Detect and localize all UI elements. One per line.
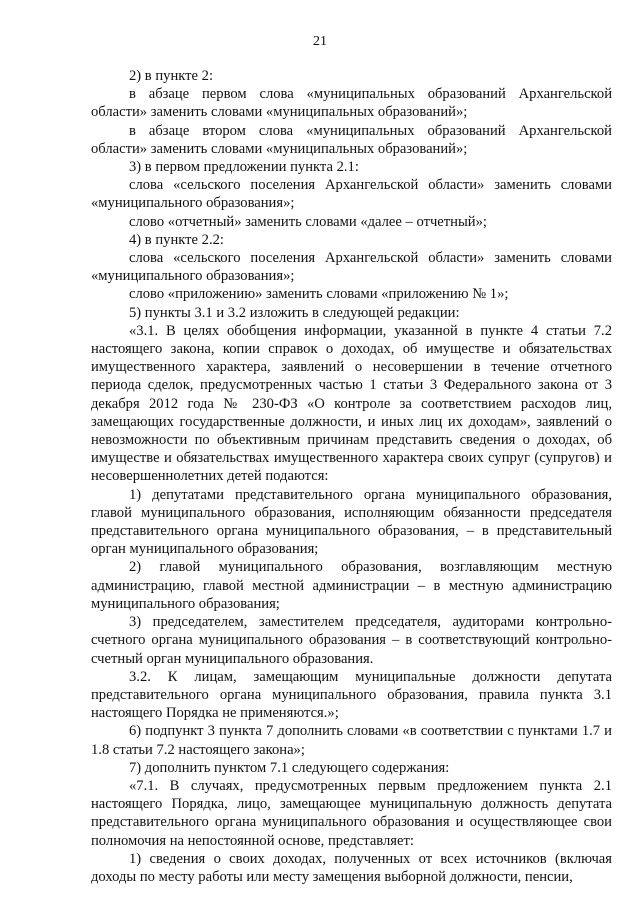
paragraph-point-2: 2) в пункте 2: bbox=[129, 68, 214, 84]
paragraph-subitem-2: 2) главой муниципального образования, возглавляющим местную администрацию, главой местной администрации – в местную администрацию муниципального образования; bbox=[91, 559, 612, 612]
paragraph-clause-3-2: 3.2. К лицам, замещающим муниципальные должности депутата представительного органа муниципального образования, правила пункта 3.1 настоящего Порядка не применяются.»; bbox=[91, 668, 612, 722]
document-body bbox=[91, 67, 612, 886]
paragraph-replace-words-1: слова «сельского поселения Архангельской области» заменить словами «муниципального образования»; bbox=[91, 177, 612, 212]
paragraph-point-4: 4) в пункте 2.2: bbox=[129, 231, 224, 248]
paragraph-income-info: 1) сведения о своих доходах, полученных от всех источников (включая доходы по месту работы или месту замещения выборной должности, пенсии, bbox=[91, 850, 612, 885]
paragraph-replace-words-2: слова «сельского поселения Архангельской области» заменить словами «муниципального образования»; bbox=[91, 250, 612, 285]
paragraph-point-6: 6) подпункт 3 пункта 7 дополнить словами «в соответствии с пунктами 1.7 и 1.8 статьи 7.2 настоящего закона»; bbox=[91, 723, 612, 758]
paragraph-point-3: 3) в первом предложении пункта 2.1: bbox=[129, 159, 359, 176]
paragraph-subitem-1: 1) депутатами представительного органа муниципального образования, главой муниципального образования, исполняющим обязанности председателя представительного органа муниципального образования, – в представительный орган муниципального образования; bbox=[91, 486, 612, 558]
paragraph-point-5: 5) пункты 3.1 и 3.2 изложить в следующей редакции: bbox=[129, 304, 460, 321]
paragraph-first-abzats: в абзаце первом слова «муниципальных образований Архангельской области» заменить словами «муниципальных образований»; bbox=[91, 86, 612, 121]
paragraph-replace-otchetny: слово «отчетный» заменить словами «далее – отчетный»; bbox=[129, 213, 487, 230]
paragraph-second-abzats: в абзаце втором слова «муниципальных образований Архангельской области» заменить словами «муниципальных образований»; bbox=[91, 122, 612, 157]
paragraph-point-7: 7) дополнить пунктом 7.1 следующего содержания: bbox=[129, 759, 450, 776]
paragraph-clause-3-1: «3.1. В целях обобщения информации, указанной в пункте 4 статьи 7.2 настоящего закона, копии справок о доходах, об имуществе и обязательствах имущественного характера, заявлений о несовершении в течение отчетного периода сделок, предусмотренных частью 1 статьи 3 Федерального закона от 3 декабря 2012 года № 230-ФЗ «О контроле за соответствием расходов лиц, замещающих государственные должности, и иных лиц их доходам», заявлений о невозможности по объективным причинам представить сведения о доходах, об имуществе и обязательствах имущественного характера своих супруг (супругов) и несовершеннолетних детей подаются: bbox=[91, 322, 612, 485]
paragraph-replace-prilozheniyu: слово «приложению» заменить словами «приложению № 1»; bbox=[129, 286, 509, 303]
page-number: 21 bbox=[313, 34, 327, 49]
paragraph-subitem-3: 3) председателем, заместителем председателя, аудиторами контрольно-счетного органа муниципального образования – в соответствующий контрольно-счетный орган муниципального образования. bbox=[91, 614, 612, 667]
paragraph-clause-7-1: «7.1. В случаях, предусмотренных первым предложением пункта 2.1 настоящего Порядка, лицо, замещающее муниципальную должность депутата представительного органа муниципального образования и осуществляющее свои полномочия на непостоянной основе, представляет: bbox=[91, 777, 612, 849]
